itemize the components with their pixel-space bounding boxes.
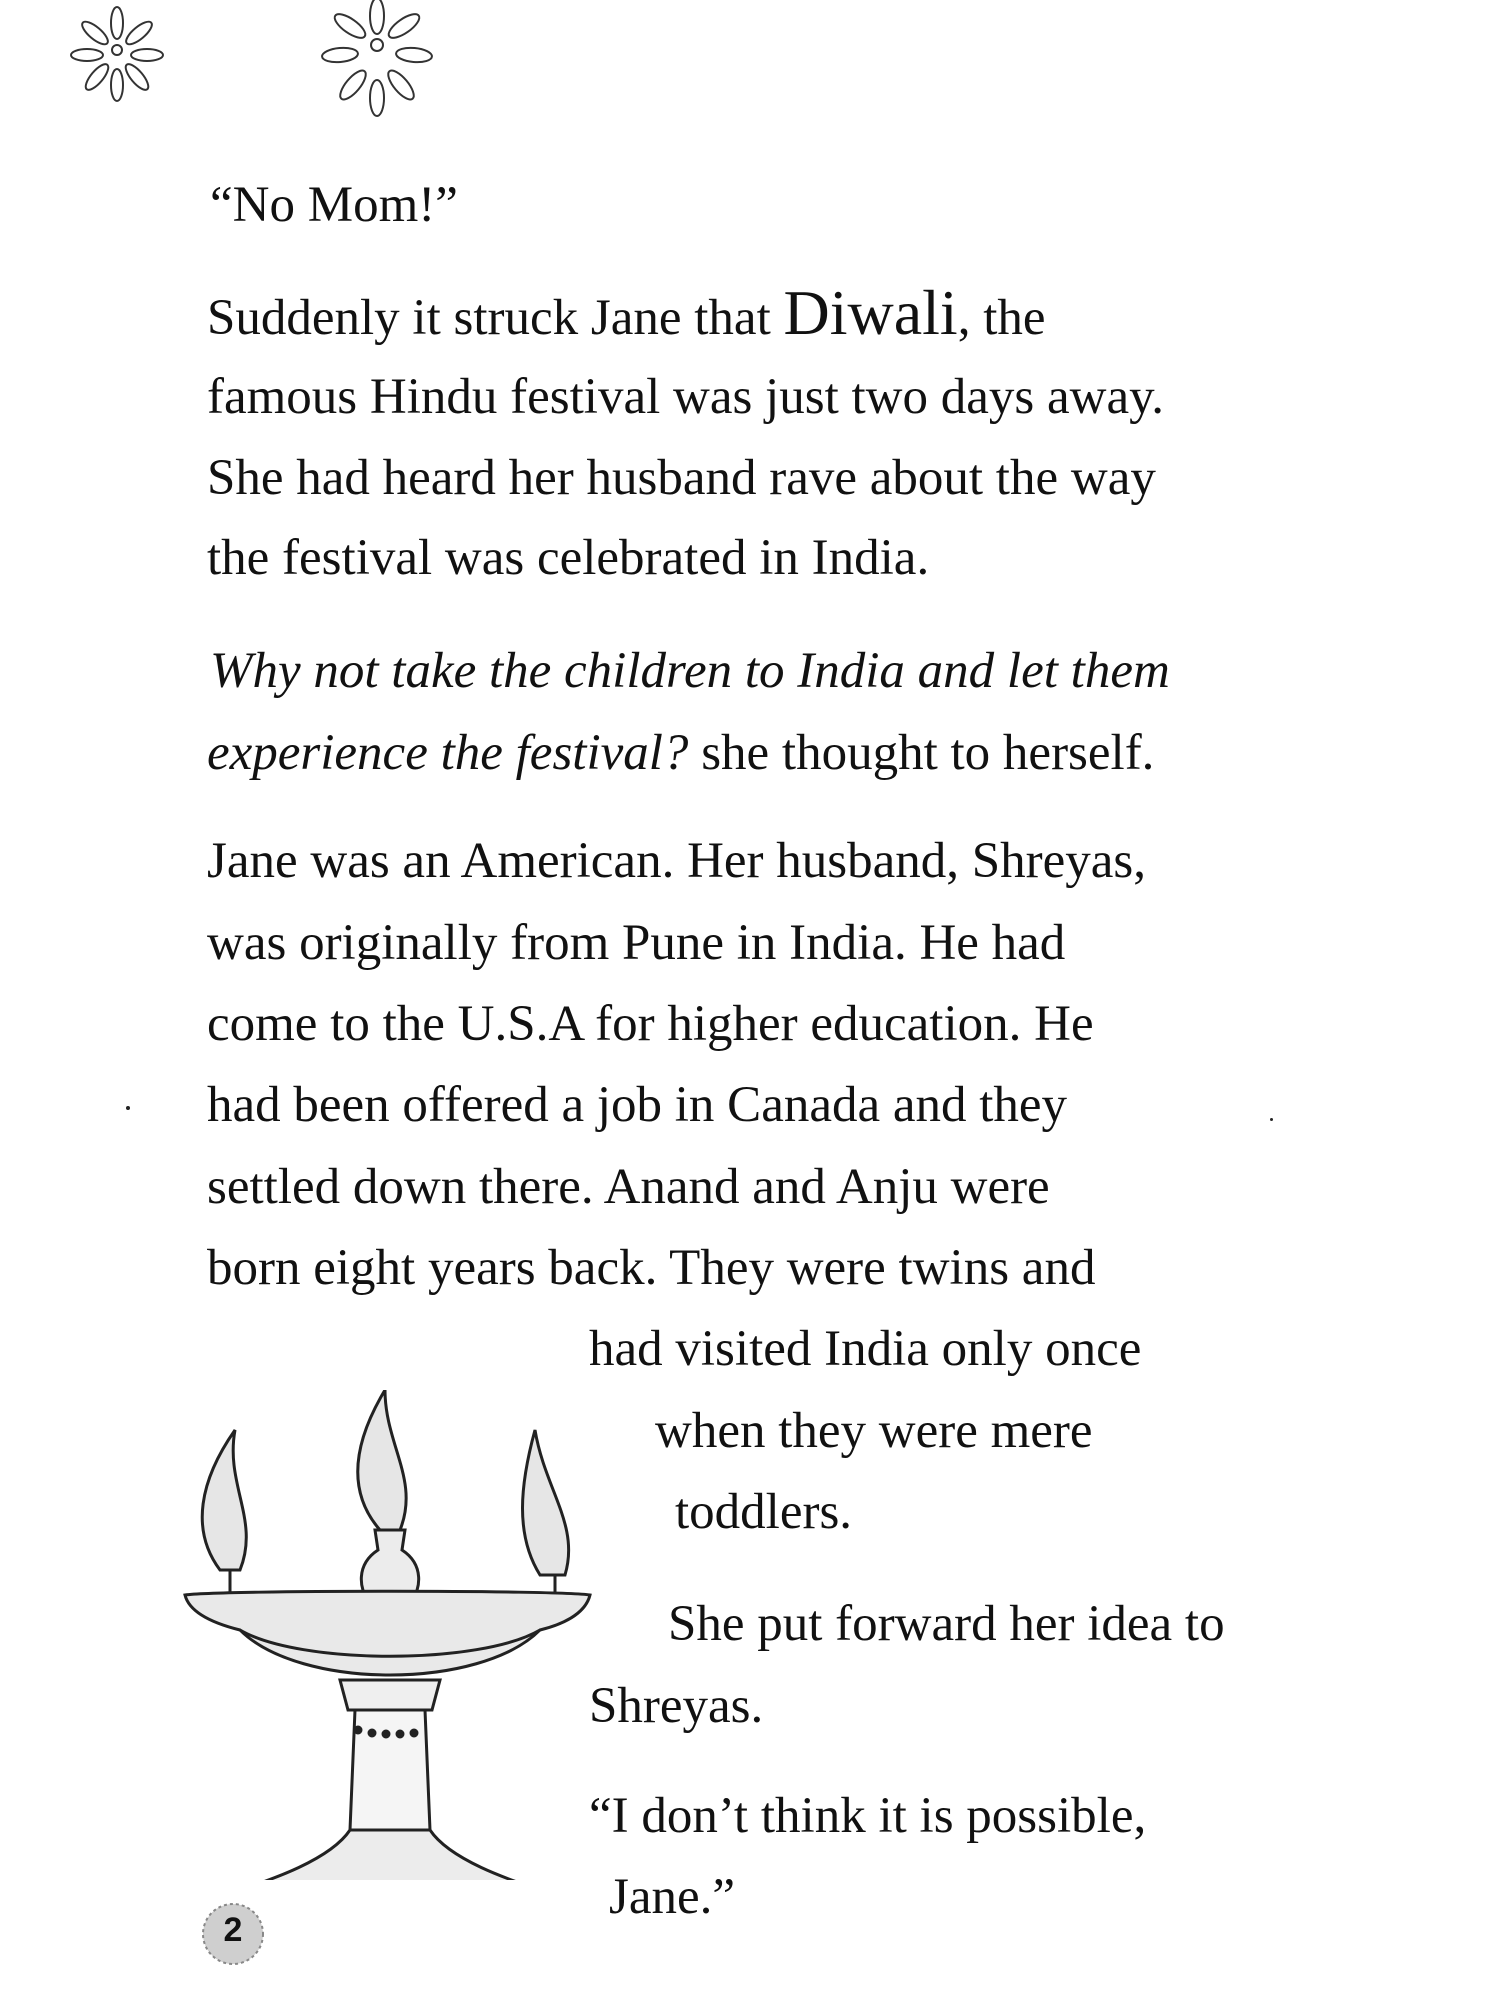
text-line: She had heard her husband rave about the way [207, 450, 1156, 506]
diya-lamp-icon [180, 1390, 600, 1880]
text-line: had been offered a job in Canada and they [207, 1077, 1068, 1133]
text-line: “I don’t think it is possible, [589, 1788, 1147, 1844]
text-line: She put forward her idea to [668, 1596, 1225, 1652]
text-line: “No Mom!” [210, 177, 458, 233]
firework-icon [55, 5, 180, 105]
thought-line [207, 722, 1154, 784]
text-line: Jane was an American. Her husband, Shreyas, [207, 833, 1146, 889]
speck-mark [126, 1106, 130, 1110]
text-line: come to the U.S.A for higher education. He [207, 996, 1094, 1052]
firework-icon [295, 0, 460, 125]
text-line: settled down there. Anand and Anju were [207, 1159, 1050, 1215]
text-line: Jane.” [609, 1869, 736, 1925]
text-line-diwali [207, 277, 1046, 349]
highlighted-word: Diwali [783, 277, 958, 348]
text-fragment: experience the festival? [207, 725, 689, 781]
text-line: the festival was celebrated in India. [207, 530, 930, 586]
page-number: 2 [223, 1911, 243, 1949]
text-line: toddlers. [675, 1484, 853, 1540]
text-line: born eight years back. They were twins and [207, 1240, 1096, 1296]
text-line: had visited India only once [589, 1321, 1142, 1377]
text-line: famous Hindu festival was just two days away. [207, 369, 1165, 425]
speck-mark [1270, 1118, 1273, 1121]
text-line: when they were mere [655, 1403, 1093, 1459]
text-line: was originally from Pune in India. He had [207, 915, 1066, 971]
text-fragment: Suddenly it struck Jane that [207, 290, 784, 346]
thought-line: Why not take the children to India and let them [210, 643, 1170, 699]
text-fragment: she thought to herself. [688, 725, 1155, 781]
text-line: Shreyas. [589, 1678, 764, 1734]
text-fragment: , the [957, 290, 1046, 346]
